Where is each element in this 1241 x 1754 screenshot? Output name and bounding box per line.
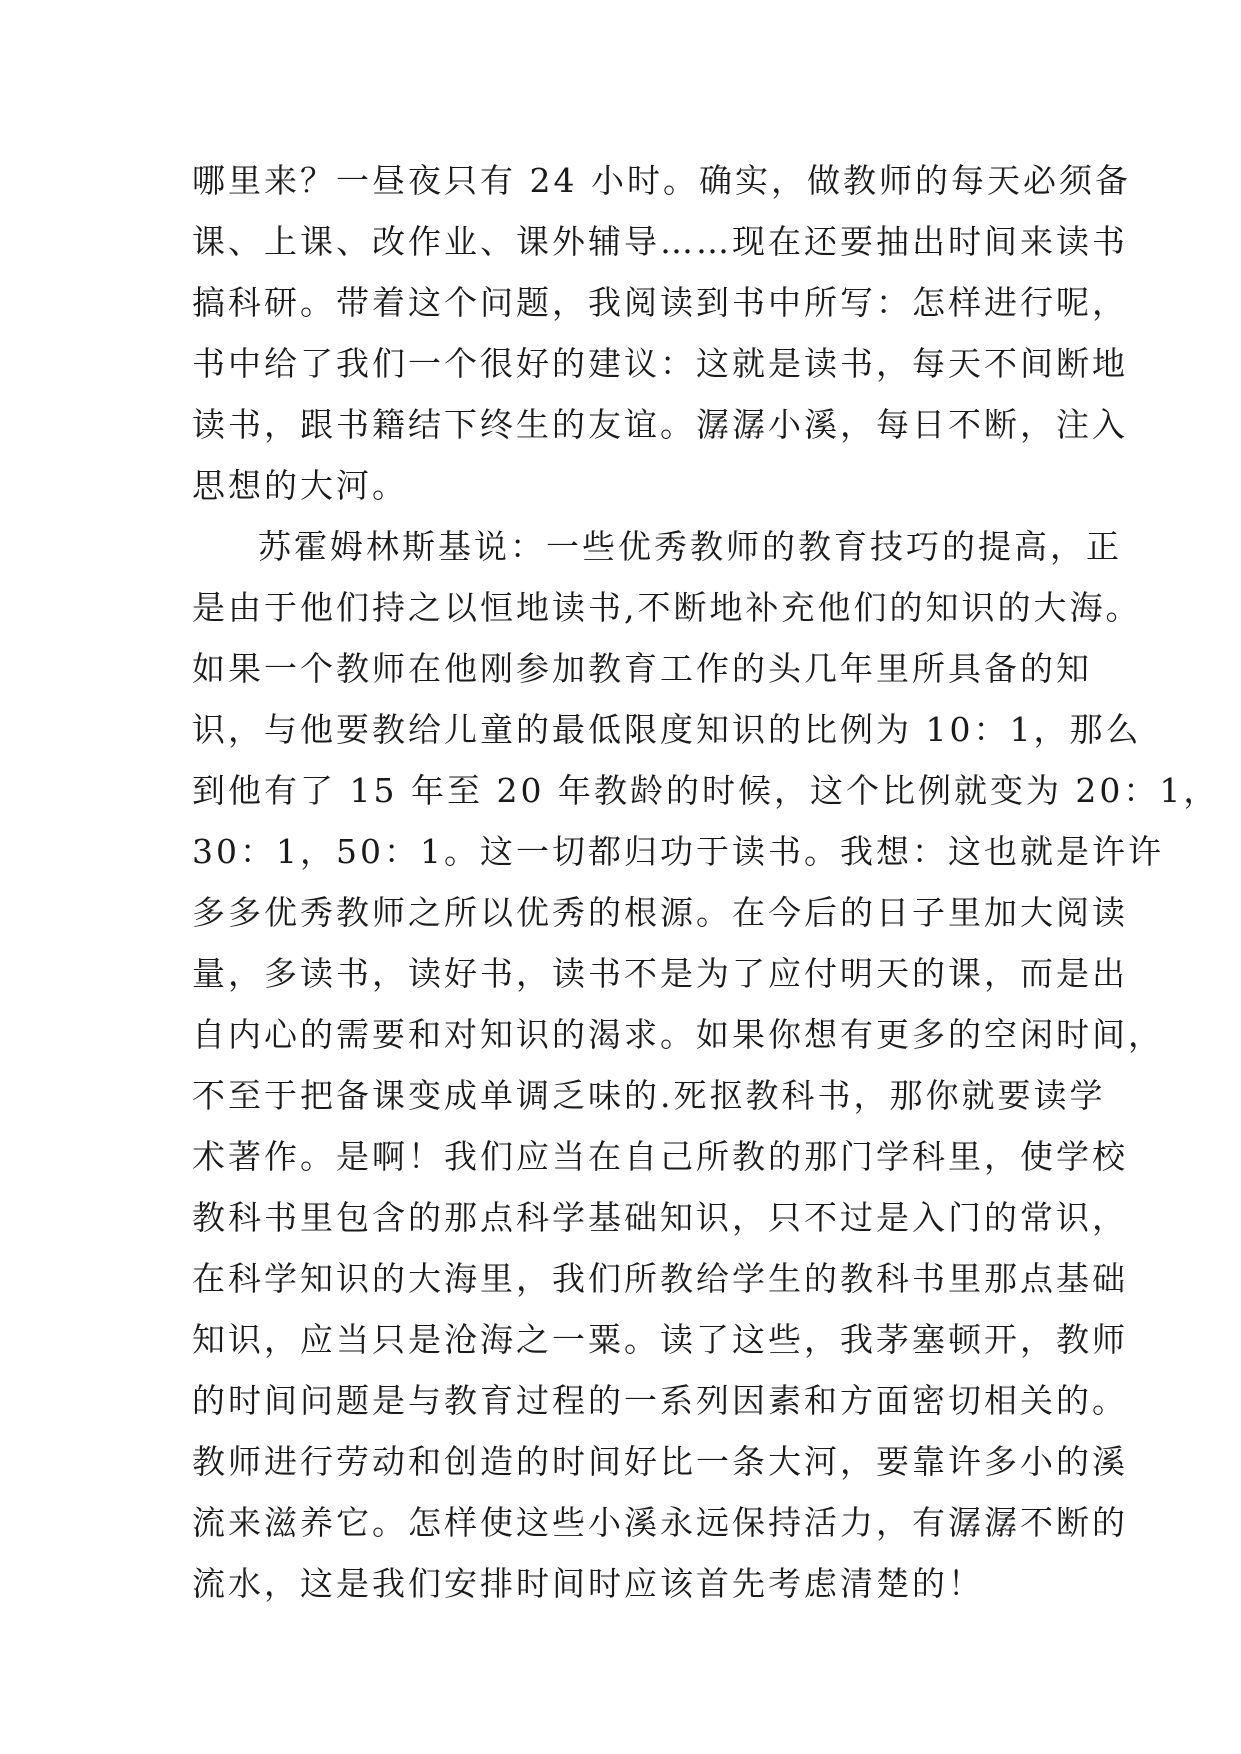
text-line: 量，多读书，读好书，读书不是为了应付明天的课，而是出 [192,954,1128,993]
text-line: 是由于他们持之以恒地读书,不断地补充他们的知识的大海。 [192,588,1142,627]
text-line: 多多优秀教师之所以优秀的根源。在今后的日子里加大阅读 [192,893,1128,932]
body-text [192,150,1220,1614]
text-line: 流来滋养它。怎样使这些小溪永远保持活力，有潺潺不断的 [192,1503,1128,1542]
text-line: 知识，应当只是沧海之一粟。读了这些，我茅塞顿开，教师 [192,1320,1128,1359]
text-line: 教师进行劳动和创造的时间好比一条大河，要靠许多小的溪 [192,1442,1128,1481]
text-line: 到他有了 15 年至 20 年教龄的时候，这个比例就变为 20：1， [192,771,1220,810]
text-line: 教科书里包含的那点科学基础知识，只不过是入门的常识， [192,1198,1128,1237]
text-line: 搞科研。带着这个问题，我阅读到书中所写：怎样进行呢， [192,283,1128,322]
text-line: 不至于把备课变成单调乏味的.死抠教科书，那你就要读学 [192,1076,1106,1115]
text-line: 识，与他要教给儿童的最低限度知识的比例为 10：1，那么 [192,710,1142,749]
text-line: 读书，跟书籍结下终生的友谊。潺潺小溪，每日不断，注入 [192,405,1128,444]
paragraph-first-line: 苏霍姆林斯基说：一些优秀教师的教育技巧的提高，正 [258,527,1122,566]
text-line: 书中给了我们一个很好的建议：这就是读书，每天不间断地 [192,344,1128,383]
text-line: 30：1，50：1。这一切都归功于读书。我想：这也就是许许 [192,832,1164,871]
text-line: 思想的大河。 [192,466,408,505]
text-line: 如果一个教师在他刚参加教育工作的头几年里所具备的知 [192,649,1092,688]
text-line: 课、上课、改作业、课外辅导……现在还要抽出时间来读书 [192,222,1128,261]
text-line: 流水，这是我们安排时间时应该首先考虑清楚的！ [192,1564,984,1603]
text-line: 术著作。是啊！我们应当在自己所教的那门学科里，使学校 [192,1137,1128,1176]
text-line: 的时间问题是与教育过程的一系列因素和方面密切相关的。 [192,1381,1128,1420]
text-line: 在科学知识的大海里，我们所教给学生的教科书里那点基础 [192,1259,1128,1298]
text-line: 自内心的需要和对知识的渴求。如果你想有更多的空闲时间， [192,1015,1164,1054]
text-line: 哪里来？一昼夜只有 24 小时。确实，做教师的每天必须备 [192,161,1131,200]
